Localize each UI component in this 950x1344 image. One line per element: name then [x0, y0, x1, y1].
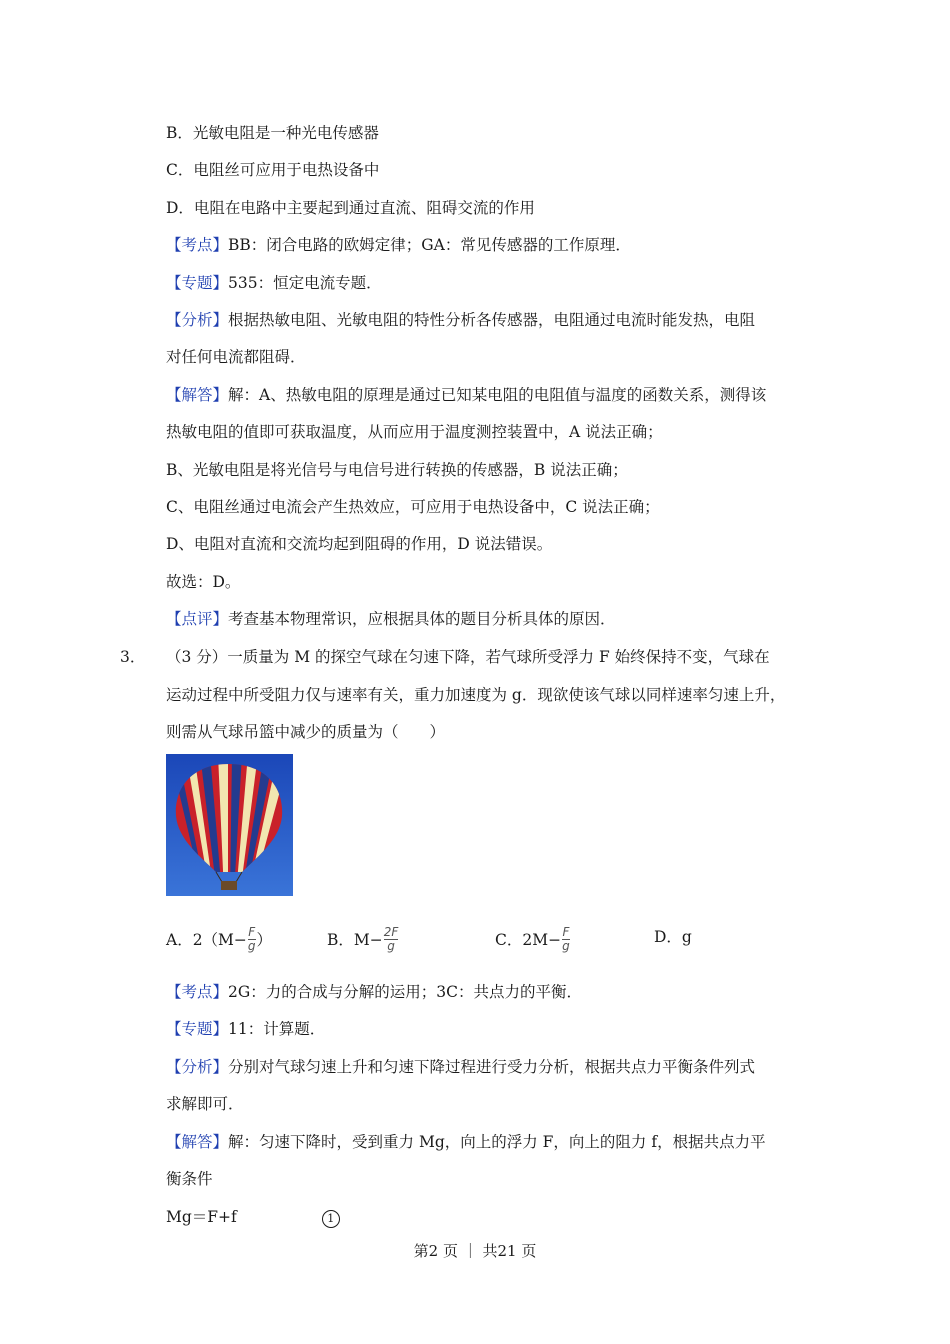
option-a-pre: A．2（M−	[166, 930, 247, 949]
option-b-pre: B．M−	[327, 930, 383, 949]
denominator: g	[387, 939, 395, 953]
jieda-3	[166, 1131, 766, 1153]
jieda-1-l4: C、电阻丝通过电流会产生热效应，可应用于电热设备中，C 说法正确；	[166, 498, 660, 516]
fenxi-tag: 【分析】	[166, 311, 229, 329]
numerator: 2F	[383, 925, 399, 939]
equation-1	[166, 1206, 340, 1228]
numerator: F	[562, 925, 570, 939]
jieda-1-l5: D、电阻对直流和交流均起到阻碍的作用，D 说法错误。	[166, 535, 553, 553]
question-3-text-3: 则需从气球吊篮中减少的质量为（ ）	[166, 723, 446, 741]
fenxi-text: 根据热敏电阻、光敏电阻的特性分析各传感器，电阻通过电流时能发热，电阻	[228, 311, 756, 329]
zhuanti-text: 11：计算题．	[228, 1020, 326, 1038]
jieda-1-l6: 故选：D。	[166, 573, 241, 591]
equation-text: Mg＝F+f	[166, 1208, 237, 1226]
page-footer: 第2 页 ｜ 共21 页	[413, 1242, 537, 1260]
jieda-tag: 【解答】	[166, 1133, 229, 1151]
jieda-text: 解：匀速下降时，受到重力 Mg，向上的浮力 F，向上的阻力 f，根据共点力平	[228, 1133, 766, 1151]
fraction-f-over-g	[248, 926, 256, 953]
option-d-line: D．电阻在电路中主要起到通过直流、阻碍交流的作用	[166, 199, 535, 217]
dianping-1	[166, 608, 616, 630]
fraction-2f-over-g	[384, 926, 399, 953]
fenxi-1	[166, 309, 755, 331]
dianping-text: 考查基本物理常识，应根据具体的题目分析具体的原因．	[228, 610, 616, 628]
zhuanti-1	[166, 272, 382, 294]
kaodian-tag: 【考点】	[166, 236, 229, 254]
dianping-tag: 【点评】	[166, 610, 229, 628]
zhuanti-tag: 【专题】	[166, 274, 229, 292]
jieda-1-l2: 热敏电阻的值即可获取温度，从而应用于温度测控装置中，A 说法正确；	[166, 423, 663, 441]
option-c-line: C．电阻丝可应用于电热设备中	[166, 161, 380, 179]
circled-number-1: 1	[322, 1210, 340, 1228]
denominator: g	[247, 939, 256, 953]
denominator: g	[562, 939, 570, 953]
hot-air-balloon-image	[166, 754, 293, 896]
option-c-pre: C．2M−	[495, 930, 562, 949]
zhuanti-tag: 【专题】	[166, 1020, 229, 1038]
jieda-1	[166, 384, 766, 406]
kaodian-1	[166, 234, 631, 256]
option-d	[654, 926, 692, 948]
option-a	[166, 926, 272, 953]
option-b	[327, 926, 399, 953]
option-d-text: D．g	[654, 928, 692, 946]
option-b-line: B．光敏电阻是一种光电传感器	[166, 124, 379, 142]
option-a-post: ）	[256, 930, 273, 949]
zhuanti-text: 535：恒定电流专题．	[228, 274, 382, 292]
jieda-tag: 【解答】	[166, 386, 229, 404]
question-3-text-2: 运动过程中所受阻力仅与速率有关，重力加速度为 g．现欲使该气球以同样速率匀速上升，	[166, 686, 786, 704]
kaodian-text: BB：闭合电路的欧姆定律；GA：常见传感器的工作原理．	[228, 236, 631, 254]
fenxi-tag: 【分析】	[166, 1058, 229, 1076]
kaodian-text: 2G：力的合成与分解的运用；3C：共点力的平衡．	[228, 983, 582, 1001]
kaodian-3	[166, 981, 582, 1003]
question-number: 3．	[120, 648, 146, 666]
option-c	[495, 926, 571, 953]
fraction-f-over-g-c	[562, 926, 570, 953]
fenxi-3-cont: 求解即可．	[166, 1095, 244, 1113]
jieda-3-cont: 衡条件	[166, 1170, 213, 1188]
jieda-text: 解：A、热敏电阻的原理是通过已知某电阻的电阻值与温度的函数关系，测得该	[228, 386, 767, 404]
jieda-1-l3: B、光敏电阻是将光信号与电信号进行转换的传感器，B 说法正确；	[166, 461, 628, 479]
question-3-text: （3 分）一质量为 M 的探空气球在匀速下降，若气球所受浮力 F 始终保持不变，气球在	[166, 648, 770, 666]
zhuanti-3	[166, 1018, 325, 1040]
fenxi-text: 分别对气球匀速上升和匀速下降过程进行受力分析，根据共点力平衡条件列式	[228, 1058, 756, 1076]
numerator: F	[248, 925, 256, 939]
fenxi-1-cont: 对任何电流都阻碍．	[166, 348, 306, 366]
kaodian-tag: 【考点】	[166, 983, 229, 1001]
fenxi-3	[166, 1056, 755, 1078]
